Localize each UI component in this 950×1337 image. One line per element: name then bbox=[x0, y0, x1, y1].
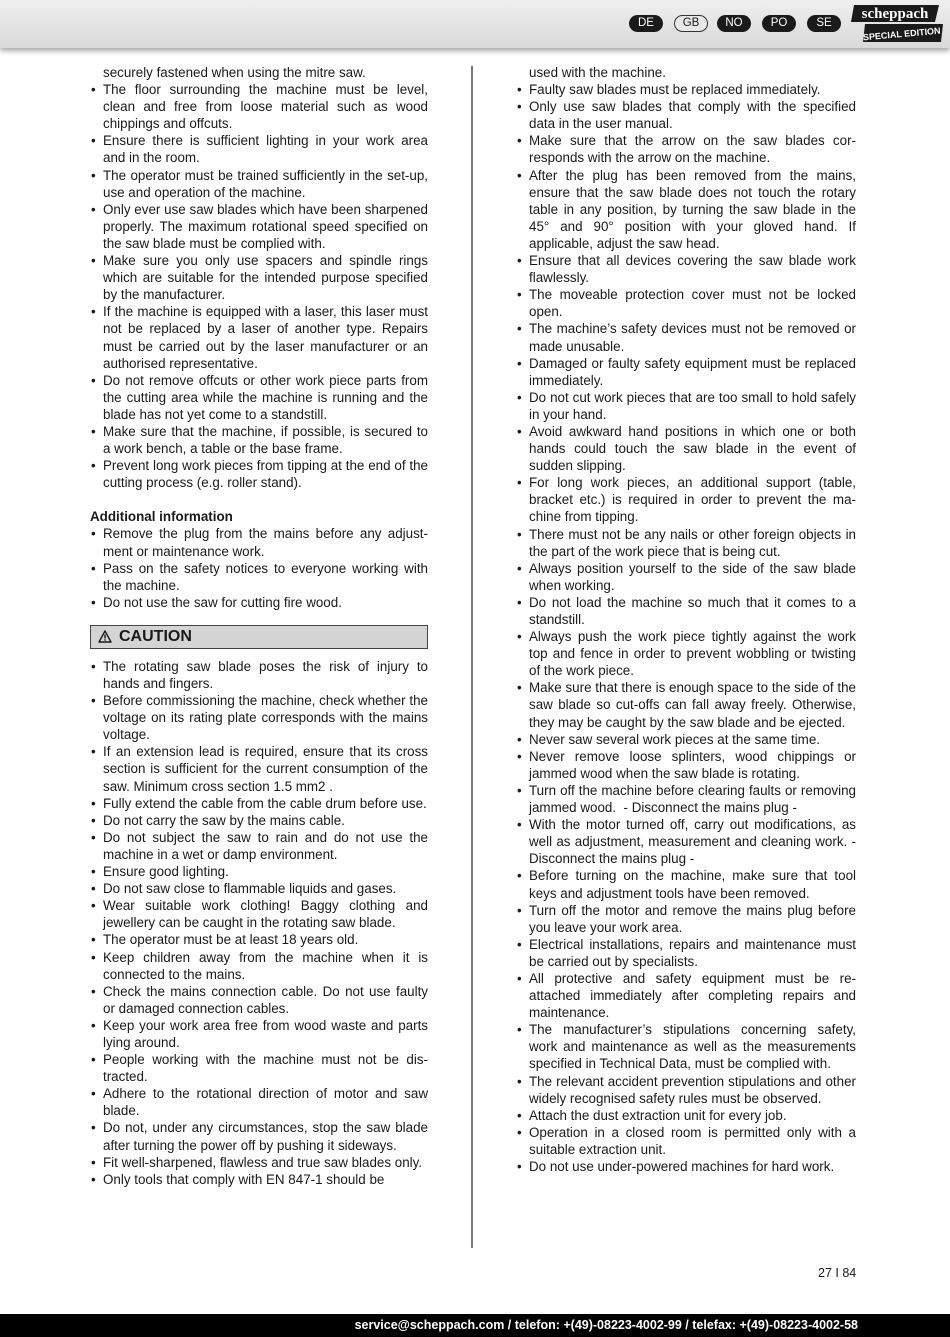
scheppach-logo bbox=[851, 2, 944, 46]
list-item: • Pass on the safety notices to everyone working with the machine. bbox=[90, 560, 428, 594]
list-item: • Turn off the motor and remove the mains plug before you leave your work area. bbox=[516, 902, 856, 936]
caution-banner bbox=[90, 625, 428, 649]
list-item: • Do not use under-powered machines for hard work. bbox=[516, 1158, 856, 1175]
list-item: • Avoid awkward hand positions in which one or both hands could touch the saw blade in the event of sudden slipping. bbox=[516, 423, 856, 474]
list-item: • Damaged or faulty safety equipment must be replaced immediately. bbox=[516, 355, 856, 389]
list-item: • Electrical installations, repairs and maintenance must be carried out by specialists. bbox=[516, 936, 856, 970]
list-item: • Only ever use saw blades which have been sharpened properly. The maximum rotational speed specified on the saw blade must be complied with. bbox=[90, 201, 428, 252]
list-item: • If the machine is equipped with a laser, this laser must not be replaced by a laser of another type. Repairs must be carried out by the laser manufacturer or an authorised representative. bbox=[90, 303, 428, 371]
list-item: • After the plug has been removed from the mains, ensure that the saw blade does not touch the rotary table in any position, by turning the saw blade in the 45° and 90° position with your gloved hand. If applicable, adjust the saw head. bbox=[516, 167, 856, 252]
list-item: • Only use saw blades that comply with the specified data in the user manual. bbox=[516, 98, 856, 132]
list-item: • Attach the dust extraction unit for every job. bbox=[516, 1107, 856, 1124]
list-item: • Operation in a closed room is permitted only with a suitable extraction unit. bbox=[516, 1124, 856, 1158]
list-item: • Prevent long work pieces from tipping at the end of the cutting process (e.g. roller stand). bbox=[90, 457, 428, 491]
list-item: • Turn off the machine before clearing faults or removing jammed wood. - Disconnect the mains plug - bbox=[516, 782, 856, 816]
additional-information-heading: Additional information bbox=[90, 509, 233, 525]
caution-label: CAUTION bbox=[119, 627, 192, 645]
list-item: • With the motor turned off, carry out modifications, as well as adjustment, measurement and cleaning work. - Disconnect the mains plug - bbox=[516, 816, 856, 867]
list-item: • Do not saw close to flammable liquids and gases. bbox=[90, 880, 428, 897]
continuation-text: securely fastened when using the mitre saw. bbox=[103, 65, 366, 80]
list-item: • All protective and safety equipment must be re-attached immediately after completing repairs and maintenance. bbox=[516, 970, 856, 1021]
list-item: • Always position yourself to the side of the saw blade when working. bbox=[516, 560, 856, 594]
list-item: • The floor surrounding the machine must be level, clean and free from loose material such as wood chippings and offcuts. bbox=[90, 81, 428, 132]
lang-tab-de[interactable]: DE bbox=[629, 15, 663, 32]
list-item: • The moveable protection cover must not be locked open. bbox=[516, 286, 856, 320]
list-item: • Make sure that the machine, if possible, is secured to a work bench, a table or the base frame. bbox=[90, 423, 428, 457]
right-column bbox=[516, 64, 856, 1175]
list-item: • Do not use the saw for cutting fire wood. bbox=[90, 594, 428, 611]
list-item: • Ensure there is sufficient lighting in your work area and in the room. bbox=[90, 132, 428, 166]
lang-tab-no[interactable]: NO bbox=[717, 15, 751, 32]
list-item: • Do not load the machine so much that it comes to a standstill. bbox=[516, 594, 856, 628]
list-item: • The operator must be at least 18 years old. bbox=[90, 931, 428, 948]
page-footer bbox=[0, 1314, 950, 1337]
list-item: • People working with the machine must not be distracted. bbox=[90, 1051, 428, 1085]
logo-edition-text: SPECIAL EDITION bbox=[862, 25, 941, 43]
warning-triangle-icon bbox=[98, 630, 112, 643]
list-item: • Ensure good lighting. bbox=[90, 863, 428, 880]
list-item: • Before turning on the machine, make sure that tool keys and adjustment tools have been removed. bbox=[516, 867, 856, 901]
list-item: • The rotating saw blade poses the risk of injury to hands and fingers. bbox=[90, 658, 428, 692]
list-item: • There must not be any nails or other foreign objects in the part of the work piece that is being cut. bbox=[516, 526, 856, 560]
list-item: • If an extension lead is required, ensure that its cross section is sufficient for the current consumption of the saw. Minimum cross section 1.5 mm2 . bbox=[90, 743, 428, 794]
logo-brand-text: scheppach bbox=[861, 6, 929, 22]
list-item: • Do not, under any circumstances, stop the saw blade after turning the power off by pushing it sideways. bbox=[90, 1119, 428, 1153]
list-item: • Check the mains connection cable. Do not use faulty or damaged connection cables. bbox=[90, 983, 428, 1017]
page-number: 27 I 84 bbox=[818, 1266, 857, 1280]
caution-list bbox=[90, 658, 428, 1188]
list-item: • Do not carry the saw by the mains cable. bbox=[90, 812, 428, 829]
list-item: • The operator must be trained sufficiently in the set-up, use and operation of the machine. bbox=[90, 167, 428, 201]
list-item: • Always push the work piece tightly against the work top and fence in order to prevent wobbling or twisting of the work piece. bbox=[516, 628, 856, 679]
lang-tab-po[interactable]: PO bbox=[762, 15, 796, 32]
list-item: • For long work pieces, an additional support (table, bracket etc.) is required in order to prevent the machine from tipping. bbox=[516, 474, 856, 525]
list-item: • Before commissioning the machine, check whether the voltage on its rating plate corresponds with the mains voltage. bbox=[90, 692, 428, 743]
list-item: • The machine’s safety devices must not be removed or made unusable. bbox=[516, 320, 856, 354]
list-item: • Never saw several work pieces at the same time. bbox=[516, 731, 856, 748]
list-item: • Only tools that comply with EN 847-1 should be bbox=[90, 1171, 428, 1188]
list-item: • Make sure you only use spacers and spindle rings which are suitable for the intended purpose specified by the manufacturer. bbox=[90, 252, 428, 303]
page-header bbox=[0, 0, 950, 48]
lang-tab-gb[interactable]: GB bbox=[674, 15, 708, 32]
list-item: • Do not remove offcuts or other work piece parts from the cutting area while the machine is running and the blade has not yet come to a standstill. bbox=[90, 372, 428, 423]
list-item: • Do not subject the saw to rain and do not use the machine in a wet or damp environment. bbox=[90, 829, 428, 863]
list-item: • Fully extend the cable from the cable drum before use. bbox=[90, 795, 428, 812]
list-item: • Keep your work area free from wood waste and parts lying around. bbox=[90, 1017, 428, 1051]
footer-contact: service@scheppach.com / telefon: +(49)-08223-4002-99 / telefax: +(49)-08223-4002-58 bbox=[354, 1318, 858, 1332]
lang-tab-se[interactable]: SE bbox=[807, 15, 841, 32]
continuation-text: used with the machine. bbox=[529, 65, 666, 80]
additional-information-list bbox=[90, 525, 428, 610]
left-column bbox=[90, 64, 428, 1188]
safety-list-continued bbox=[516, 81, 856, 1175]
list-item: • Keep children away from the machine when it is connected to the mains. bbox=[90, 949, 428, 983]
list-item: • Adhere to the rotational direction of motor and saw blade. bbox=[90, 1085, 428, 1119]
list-item: • Make sure that the arrow on the saw blades corresponds with the arrow on the machine. bbox=[516, 132, 856, 166]
list-item: • Make sure that there is enough space to the side of the saw blade so cut-offs can fall away freely. Otherwise, they may be caught by the saw blade and be ejected. bbox=[516, 679, 856, 730]
list-item: • The relevant accident prevention stipulations and other widely recognised safety rules must be observed. bbox=[516, 1073, 856, 1107]
list-item: • Fit well-sharpened, flawless and true saw blades only. bbox=[90, 1154, 428, 1171]
list-item: • Never remove loose splinters, wood chippings or jammed wood when the saw blade is rotating. bbox=[516, 748, 856, 782]
list-item: • Ensure that all devices covering the saw blade work flawlessly. bbox=[516, 252, 856, 286]
list-item: • The manufacturer’s stipulations concerning safety, work and maintenance as well as the measurements specified in Technical Data, must be complied with. bbox=[516, 1021, 856, 1072]
list-item: • Wear suitable work clothing! Baggy clothing and jewellery can be caught in the rotating saw blade. bbox=[90, 897, 428, 931]
list-item: • Remove the plug from the mains before any adjustment or maintenance work. bbox=[90, 525, 428, 559]
spacer bbox=[90, 491, 428, 508]
column-divider bbox=[471, 66, 473, 1248]
list-item: • Do not cut work pieces that are too small to hold safely in your hand. bbox=[516, 389, 856, 423]
list-item: • Faulty saw blades must be replaced immediately. bbox=[516, 81, 856, 98]
safety-list-general bbox=[90, 81, 428, 491]
